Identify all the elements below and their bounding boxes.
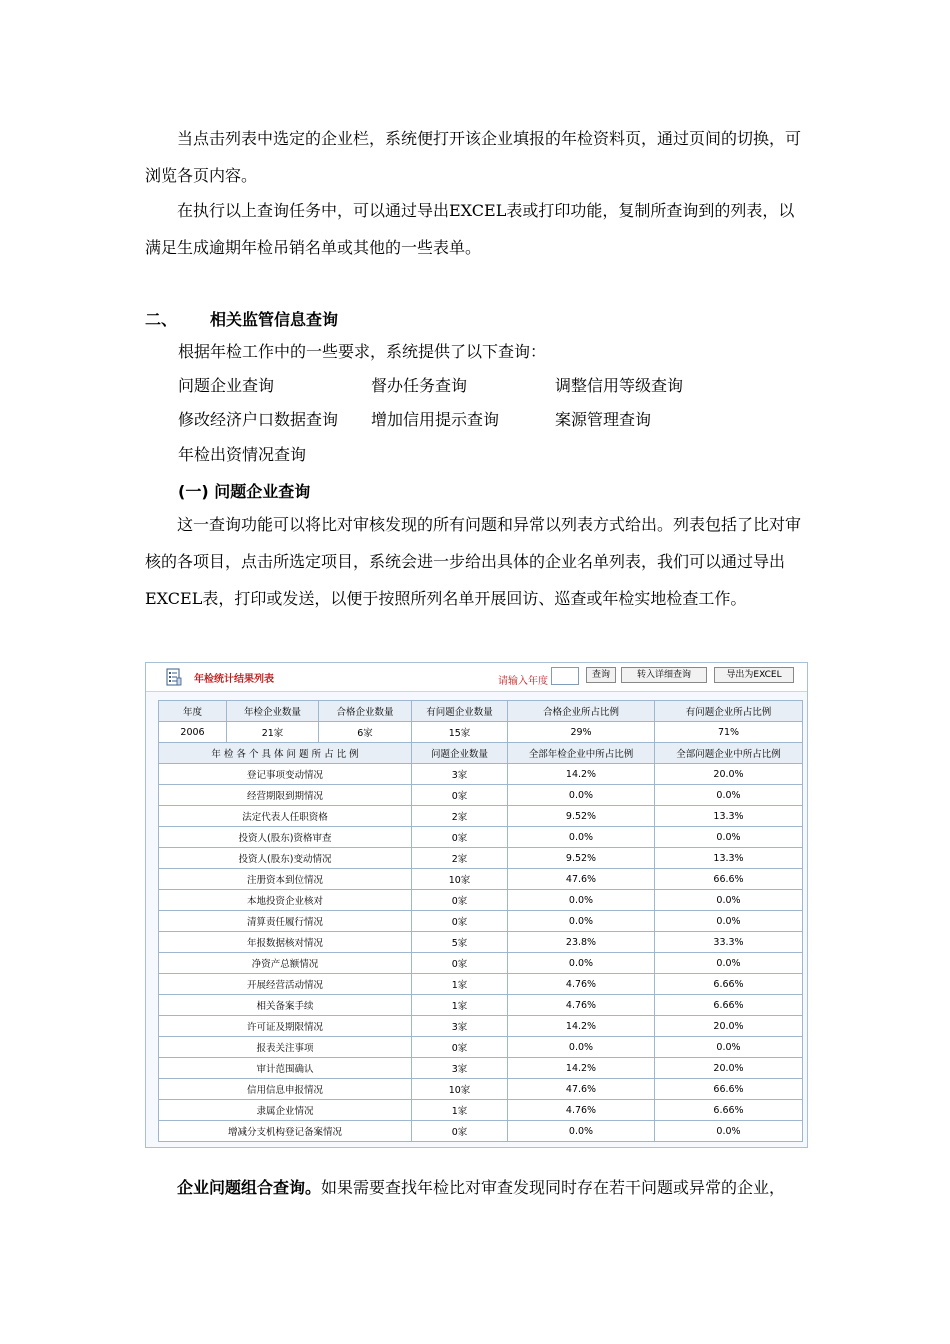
row-ratio-problem: 0.0% — [655, 827, 803, 848]
row-ratio-problem: 0.0% — [655, 953, 803, 974]
row-ratio-problem: 6.66% — [655, 995, 803, 1016]
row-problem-count: 0家 — [412, 953, 508, 974]
row-ratio-problem: 0.0% — [655, 785, 803, 806]
row-ratio-problem: 20.0% — [655, 1058, 803, 1079]
row-ratio-all: 4.76% — [508, 1100, 655, 1121]
detail-header-cell: 全部问题企业中所占比例 — [655, 743, 803, 764]
detail-query-button[interactable]: 转入详细查询 — [621, 667, 707, 683]
detail-header-cell: 全部年检企业中所占比例 — [508, 743, 655, 764]
table-row[interactable] — [159, 869, 803, 890]
row-problem-count: 1家 — [412, 974, 508, 995]
row-ratio-problem: 13.3% — [655, 848, 803, 869]
table-row[interactable] — [159, 1079, 803, 1100]
table-row[interactable] — [159, 953, 803, 974]
row-ratio-all: 9.52% — [508, 848, 655, 869]
row-item-name[interactable]: 年报数据核对情况 — [159, 932, 412, 953]
row-ratio-problem: 6.66% — [655, 974, 803, 995]
row-problem-count: 0家 — [412, 785, 508, 806]
row-ratio-problem: 0.0% — [655, 1037, 803, 1058]
summary-value-cell: 15家 — [412, 722, 508, 743]
row-problem-count: 3家 — [412, 1016, 508, 1037]
row-ratio-all: 0.0% — [508, 953, 655, 974]
row-ratio-all: 14.2% — [508, 1058, 655, 1079]
query-item-capital: 年检出资情况查询 — [178, 445, 307, 464]
query-item-case-source: 案源管理查询 — [555, 410, 652, 429]
row-item-name[interactable]: 法定代表人任职资格 — [159, 806, 412, 827]
table-row[interactable] — [159, 932, 803, 953]
stats-table — [158, 700, 803, 1142]
summary-header-cell: 有问题企业所占比例 — [655, 701, 803, 722]
combined-query-text: 如果需要查找年检比对审查发现同时存在若干问题或异常的企业， — [321, 1178, 786, 1197]
row-item-name[interactable]: 本地投资企业核对 — [159, 890, 412, 911]
row-ratio-all: 14.2% — [508, 764, 655, 785]
panel-title: 年检统计结果列表 — [194, 674, 274, 685]
row-item-name[interactable]: 增减分支机构登记备案情况 — [159, 1121, 412, 1142]
row-item-name[interactable]: 经营期限到期情况 — [159, 785, 412, 806]
document-list-icon — [166, 668, 182, 686]
row-ratio-all: 0.0% — [508, 785, 655, 806]
sub-heading: (一) 问题企业查询 — [178, 482, 311, 501]
row-problem-count: 5家 — [412, 932, 508, 953]
query-item-credit-level: 调整信用等级查询 — [555, 376, 684, 395]
summary-header-cell: 合格企业所占比例 — [508, 701, 655, 722]
year-label: 请输入年度 — [498, 676, 548, 687]
paragraph-query-function: 这一查询功能可以将比对审核发现的所有问题和异常以列表方式给出。列表包括了比对审核的各项目，点击所选定项目，系统会进一步给出具体的企业名单列表，我们可以通过导出EXCEL表，打印或发送，以便于按照所列名单开展回访、巡查或年检实地检查工作。 — [145, 515, 802, 608]
row-ratio-problem: 13.3% — [655, 806, 803, 827]
row-item-name[interactable]: 信用信息申报情况 — [159, 1079, 412, 1100]
row-ratio-all: 23.8% — [508, 932, 655, 953]
table-row[interactable] — [159, 1016, 803, 1037]
row-problem-count: 0家 — [412, 911, 508, 932]
row-ratio-problem: 6.66% — [655, 1100, 803, 1121]
row-problem-count: 10家 — [412, 869, 508, 890]
row-item-name[interactable]: 许可证及期限情况 — [159, 1016, 412, 1037]
row-ratio-all: 47.6% — [508, 1079, 655, 1100]
query-item-household: 修改经济户口数据查询 — [178, 410, 339, 429]
row-problem-count: 10家 — [412, 1079, 508, 1100]
row-problem-count: 1家 — [412, 1100, 508, 1121]
row-problem-count: 1家 — [412, 995, 508, 1016]
paragraph-combined-query — [145, 1169, 810, 1206]
summary-value-cell: 2006 — [159, 722, 227, 743]
row-item-name[interactable]: 报表关注事项 — [159, 1037, 412, 1058]
table-row[interactable] — [159, 848, 803, 869]
row-item-name[interactable]: 相关备案手续 — [159, 995, 412, 1016]
row-item-name[interactable]: 投资人(股东)变动情况 — [159, 848, 412, 869]
section-title: 相关监管信息查询 — [210, 310, 339, 329]
section-number: 二、 — [145, 310, 178, 329]
row-item-name[interactable]: 净资产总额情况 — [159, 953, 412, 974]
stats-screenshot-panel — [145, 662, 808, 1148]
row-problem-count: 2家 — [412, 848, 508, 869]
row-ratio-problem: 0.0% — [655, 890, 803, 911]
row-ratio-all: 9.52% — [508, 806, 655, 827]
table-row[interactable] — [159, 890, 803, 911]
summary-value-cell: 21家 — [227, 722, 319, 743]
row-item-name[interactable]: 隶属企业情况 — [159, 1100, 412, 1121]
detail-header-cell: 年 检 各 个 具 体 问 题 所 占 比 例 — [159, 743, 412, 764]
summary-header-cell: 合格企业数量 — [319, 701, 412, 722]
summary-value-cell: 6家 — [319, 722, 412, 743]
row-ratio-all: 0.0% — [508, 1037, 655, 1058]
row-ratio-all: 0.0% — [508, 911, 655, 932]
row-ratio-all: 0.0% — [508, 1121, 655, 1142]
row-problem-count: 2家 — [412, 806, 508, 827]
table-row[interactable] — [159, 911, 803, 932]
table-row[interactable] — [159, 995, 803, 1016]
query-item-supervise: 督办任务查询 — [371, 376, 468, 395]
export-excel-button[interactable]: 导出为EXCEL — [714, 667, 794, 683]
row-problem-count: 0家 — [412, 827, 508, 848]
row-ratio-all: 4.76% — [508, 974, 655, 995]
table-row[interactable] — [159, 764, 803, 785]
row-item-name[interactable]: 清算责任履行情况 — [159, 911, 412, 932]
table-row[interactable] — [159, 806, 803, 827]
row-problem-count: 3家 — [412, 1058, 508, 1079]
detail-header-row — [159, 743, 803, 764]
row-ratio-problem: 0.0% — [655, 1121, 803, 1142]
summary-header-row — [159, 701, 803, 722]
row-ratio-all: 14.2% — [508, 1016, 655, 1037]
row-ratio-all: 0.0% — [508, 890, 655, 911]
query-button[interactable]: 查询 — [586, 667, 616, 683]
row-problem-count: 0家 — [412, 890, 508, 911]
combined-query-bold-lead: 企业问题组合查询。 — [177, 1178, 322, 1197]
summary-value-row — [159, 722, 803, 743]
query-item-problem: 问题企业查询 — [178, 376, 275, 395]
row-problem-count: 0家 — [412, 1037, 508, 1058]
year-input[interactable] — [551, 667, 579, 685]
row-ratio-problem: 66.6% — [655, 869, 803, 890]
row-ratio-all: 0.0% — [508, 827, 655, 848]
summary-value-cell: 71% — [655, 722, 803, 743]
table-row[interactable] — [159, 1121, 803, 1142]
summary-header-cell: 有问题企业数量 — [412, 701, 508, 722]
row-ratio-all: 4.76% — [508, 995, 655, 1016]
table-row[interactable] — [159, 827, 803, 848]
intro-text: 根据年检工作中的一些要求，系统提供了以下查询： — [178, 342, 547, 361]
row-ratio-problem: 20.0% — [655, 764, 803, 785]
table-row[interactable] — [159, 1058, 803, 1079]
row-item-name[interactable]: 开展经营活动情况 — [159, 974, 412, 995]
detail-header-cell: 问题企业数量 — [412, 743, 508, 764]
row-ratio-problem: 0.0% — [655, 911, 803, 932]
query-item-credit-hint: 增加信用提示查询 — [371, 410, 500, 429]
panel-titlebar — [146, 663, 807, 692]
summary-header-cell: 年检企业数量 — [227, 701, 319, 722]
paragraph-export-excel: 在执行以上查询任务中，可以通过导出EXCEL表或打印功能，复制所查询到的列表，以满足生成逾期年检吊销名单或其他的一些表单。 — [145, 201, 795, 257]
row-ratio-problem: 66.6% — [655, 1079, 803, 1100]
table-row[interactable] — [159, 974, 803, 995]
row-problem-count: 0家 — [412, 1121, 508, 1142]
table-row[interactable] — [159, 785, 803, 806]
table-row[interactable] — [159, 1100, 803, 1121]
row-item-name[interactable]: 登记事项变动情况 — [159, 764, 412, 785]
table-row[interactable] — [159, 1037, 803, 1058]
row-ratio-all: 47.6% — [508, 869, 655, 890]
paragraph-browse-pages: 当点击列表中选定的企业栏，系统便打开该企业填报的年检资料页，通过页间的切换，可浏览各页内容。 — [145, 129, 802, 185]
row-item-name[interactable]: 投资人(股东)资格审查 — [159, 827, 412, 848]
row-item-name[interactable]: 注册资本到位情况 — [159, 869, 412, 890]
row-item-name[interactable]: 审计范围确认 — [159, 1058, 412, 1079]
row-ratio-problem: 20.0% — [655, 1016, 803, 1037]
row-ratio-problem: 33.3% — [655, 932, 803, 953]
summary-value-cell: 29% — [508, 722, 655, 743]
row-problem-count: 3家 — [412, 764, 508, 785]
summary-header-cell: 年度 — [159, 701, 227, 722]
